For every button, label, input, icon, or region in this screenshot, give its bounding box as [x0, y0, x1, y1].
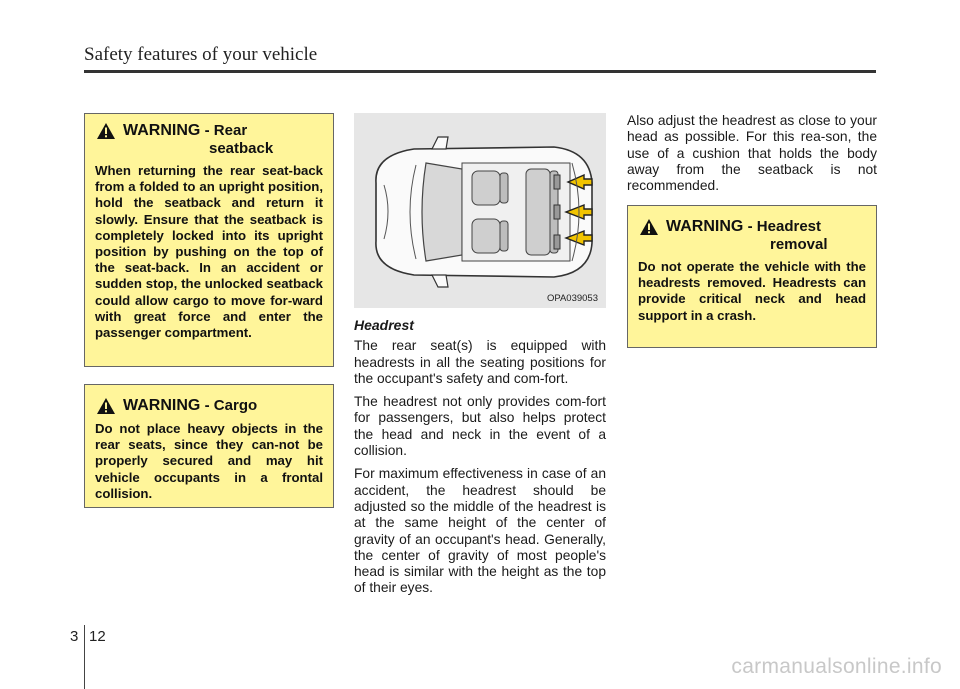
warning-headrest-removal-heading — [638, 218, 866, 253]
warning-rear-seatback-heading — [95, 122, 323, 157]
warning-title: - Headrest — [747, 218, 821, 235]
headrest-continuation — [627, 113, 877, 201]
car-headrest-figure — [354, 113, 606, 308]
warning-rear-seatback — [84, 113, 334, 367]
warning-label: WARNING — [123, 122, 201, 139]
figure-code: OPA039053 — [546, 293, 598, 304]
warning-cargo-body: Do not place heavy objects in the rear seats, since they can-not be properly secured and may hit vehicle occupants in a frontal collision. — [95, 421, 323, 501]
warning-rear-seatback-body: When returning the rear seat-back from a folded to an upright position, hold the seatback and return it slowly. Ensure that the seatback is completely locked into its upright position by pushing on the top of the seat-back. In an accident or sudden stop, the unlocked seatback could allow cargo to move for-ward with great force and enter the passenger compartment. — [95, 163, 323, 341]
headrest-paragraph: The rear seat(s) is equipped with headrests in all the seating positions for the occupant's safety and com-fort. — [354, 338, 606, 386]
warning-title-line2: seatback — [209, 140, 274, 157]
watermark: carmanualsonline.info — [731, 655, 942, 678]
warning-cargo — [84, 384, 334, 508]
car-top-view-icon — [354, 113, 606, 308]
footer-divider — [84, 625, 85, 689]
chapter-number: 3 — [70, 628, 79, 645]
headrest-continuation-paragraph: Also adjust the headrest as close to your head as possible. For this rea-son, the use of a cushion that holds the body away from the seatback is not recommended. — [627, 113, 877, 194]
warning-title: - Rear — [204, 122, 248, 139]
warning-triangle-icon — [97, 398, 115, 414]
warning-title-line2: removal — [770, 236, 828, 253]
warning-label: WARNING — [123, 397, 201, 414]
headrest-paragraph: The headrest not only provides com-fort for passengers, but also helps protect the head and neck in the event of a collision. — [354, 394, 606, 459]
warning-label: WARNING — [666, 218, 744, 235]
warning-triangle-icon — [97, 123, 115, 139]
page-header-title: Safety features of your vehicle — [84, 44, 318, 65]
headrest-section — [354, 317, 606, 604]
warning-cargo-heading — [95, 397, 323, 415]
page-number: 12 — [89, 628, 106, 645]
warning-triangle-icon — [640, 219, 658, 235]
warning-title: - Cargo — [204, 397, 258, 414]
headrest-paragraph: For maximum effectiveness in case of an accident, the headrest should be adjusted so the middle of the headrest is at the same height of the center of gravity of an occupant's head. Generally, the center of gravity of most people's head is similar with the height as the top of their eyes. — [354, 466, 606, 596]
headrest-subheading: Headrest — [354, 317, 414, 333]
header-rule — [84, 70, 876, 73]
warning-headrest-removal — [627, 205, 877, 348]
warning-headrest-removal-body: Do not operate the vehicle with the headrests removed. Headrests can provide critical neck and head support in a crash. — [638, 259, 866, 323]
